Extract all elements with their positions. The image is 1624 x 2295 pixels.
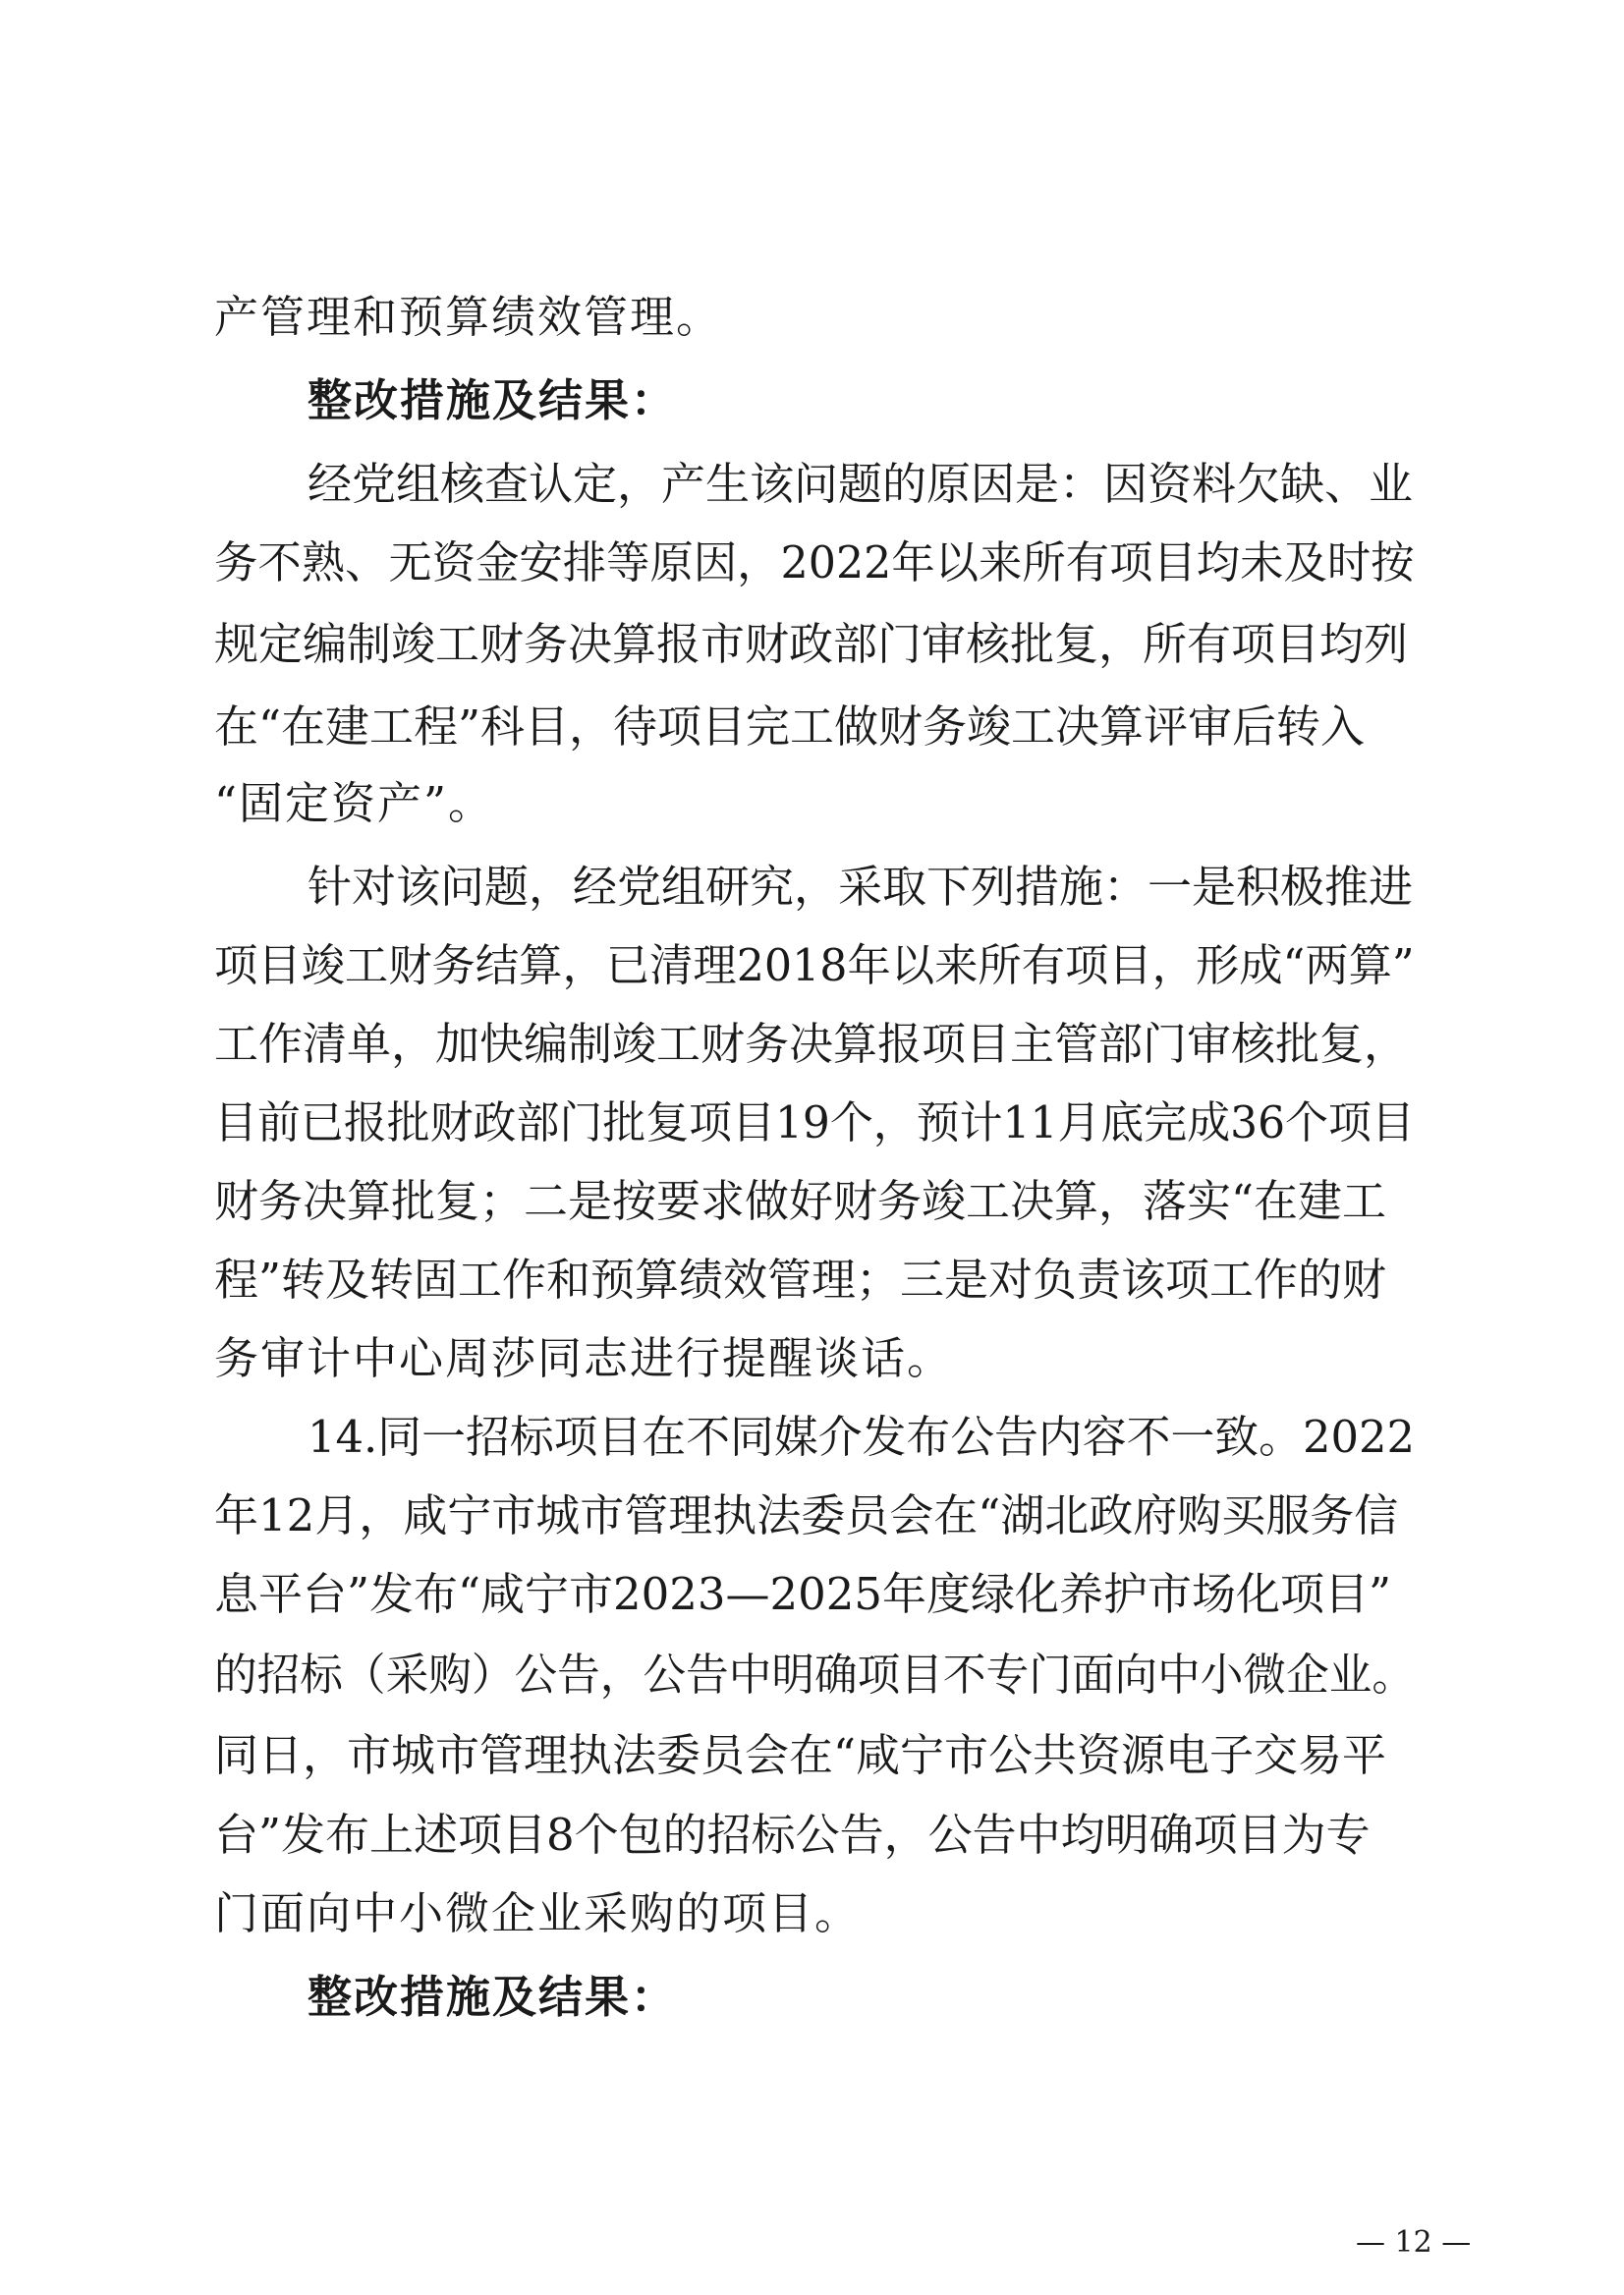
text-line: 目前已报批财政部门批复项目19个，预计11月底完成36个项目 bbox=[214, 1096, 1415, 1148]
section-heading: 整改措施及结果： bbox=[308, 374, 678, 426]
text-line: 程”转及转固工作和预算绩效管理；三是对负责该项工作的财 bbox=[214, 1254, 1387, 1306]
text-line: 财务决算批复；二是按要求做好财务竣工决算，落实“在建工 bbox=[214, 1175, 1387, 1227]
text-line: 门面向中小微企业采购的项目。 bbox=[214, 1887, 862, 1939]
text-line: 的招标（采购）公告，公告中明确项目不专门面向中小微企业。 bbox=[214, 1649, 1416, 1701]
text-line: 年12月，咸宁市城市管理执法委员会在“湖北政府购买服务信 bbox=[214, 1489, 1399, 1541]
item-heading: 14.同一招标项目在不同媒介发布公告内容不一致。2022 bbox=[308, 1411, 1416, 1463]
text-line: 台”发布上述项目8个包的招标公告，公告中均明确项目为专 bbox=[214, 1809, 1371, 1861]
text-line: 规定编制竣工财务决算报市财政部门审核批复，所有项目均列 bbox=[214, 618, 1409, 670]
text-line: “固定资产”。 bbox=[214, 777, 495, 829]
text-line: 务不熟、无资金安排等原因，2022年以来所有项目均未及时按 bbox=[214, 536, 1415, 588]
text-line: 工作清单，加快编制竣工财务决算报项目主管部门审核批复， bbox=[214, 1018, 1409, 1070]
text-line: 针对该问题，经党组研究，采取下列措施：一是积极推进 bbox=[308, 861, 1414, 913]
text-line: 经党组核查认定，产生该问题的原因是：因资料欠缺、业 bbox=[308, 458, 1414, 510]
section-heading: 整改措施及结果： bbox=[308, 1971, 678, 2023]
text-line: 务审计中心周莎同志进行提醒谈话。 bbox=[214, 1332, 954, 1384]
text-line: 项目竣工财务结算，已清理2018年以来所有项目，形成“两算” bbox=[214, 939, 1415, 991]
text-line: 在“在建工程”科目，待项目完工做财务竣工决算评审后转入 bbox=[214, 700, 1366, 753]
text-line: 产管理和预算绩效管理。 bbox=[214, 291, 723, 343]
text-line: 同日，市城市管理执法委员会在“咸宁市公共资源电子交易平 bbox=[214, 1729, 1387, 1781]
page-number: — 12 — bbox=[1356, 2225, 1472, 2260]
text-line: 息平台”发布“咸宁市2023—2025年度绿化养护市场化项目” bbox=[214, 1568, 1392, 1620]
